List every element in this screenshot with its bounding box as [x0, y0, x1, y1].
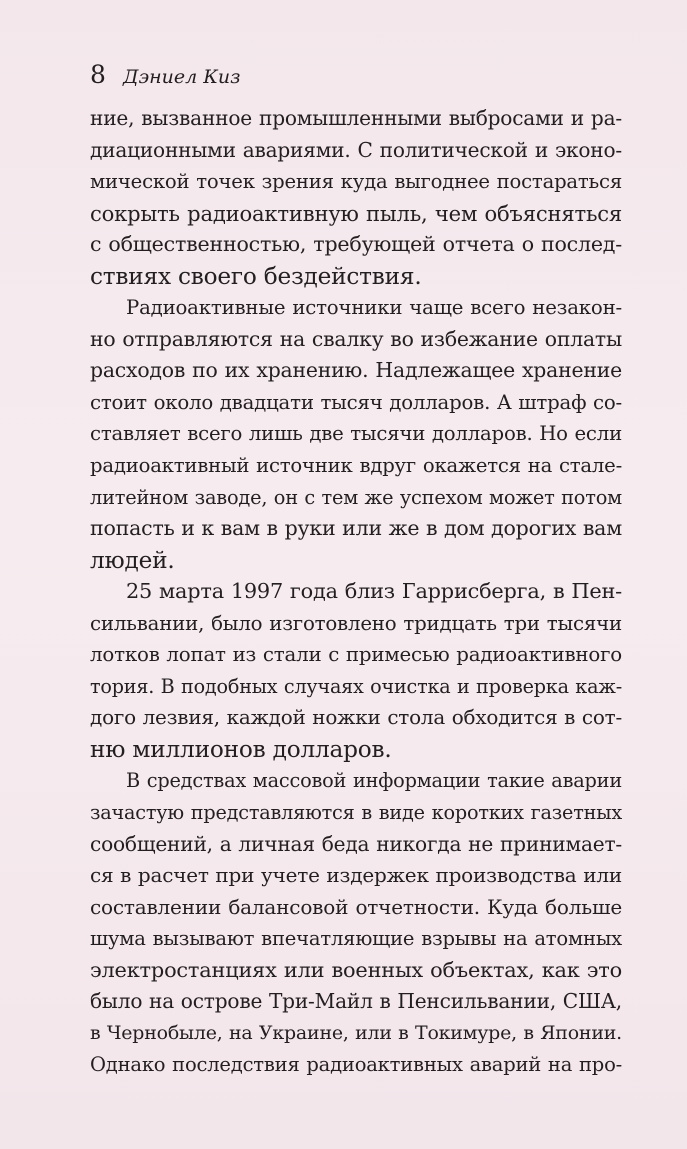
text-line: ню миллионов долларов.	[90, 735, 392, 763]
text-line: лотков лопат из стали с примесью радиоактивного	[90, 643, 622, 667]
text-line: с общественностью, требующей отчета о послед-	[90, 232, 622, 257]
page-header	[90, 58, 241, 92]
text-line: тория. В подобных случаях очистка и проверка каж-	[90, 674, 622, 698]
text-line: составлении балансовой отчетности. Куда больше	[90, 894, 622, 919]
text-line: ствиях своего бездействия.	[90, 262, 422, 290]
text-line: радиоактивный источник вдруг окажется на стале-	[90, 454, 622, 478]
page-number: 8	[90, 60, 106, 89]
text-line: в Чернобыле, на Украине, или в Токимуре, в Японии.	[90, 1021, 622, 1044]
text-line: сильвании, было изготовлено тридцать три тысячи	[90, 611, 622, 635]
text-line: шума вызывают впечатляющие взрывы на атомных	[90, 927, 622, 951]
text-line: было на острове Три-Майл в Пенсильвании, США,	[90, 989, 622, 1014]
text-line: людей.	[90, 546, 175, 574]
text-line: диационными авариями. С политической и эконо-	[90, 137, 622, 162]
text-line: сообщений, а личная беда никогда не принимает-	[90, 831, 622, 856]
text-line: литейном заводе, он с тем же успехом может потом	[90, 485, 622, 509]
text-line: Однако последствия радиоактивных аварий на про-	[90, 1053, 622, 1077]
text-line: но отправляются на свалку во избежание оплаты	[90, 326, 622, 351]
text-line-paragraph-start: 25 марта 1997 года близ Гаррисберга, в Пен-	[126, 579, 622, 604]
text-line: ставляет всего лишь две тысячи долларов. Но если	[90, 422, 622, 446]
text-line: зачастую представляются в виде коротких газетных	[90, 801, 622, 825]
text-line: электростанциях или военных объектах, как это	[90, 957, 622, 982]
text-line: ние, вызванное промышленными выбросами и ра-	[90, 106, 622, 130]
text-line: попасть и к вам в руки или же в дом дорогих вам	[90, 516, 622, 541]
text-line: мической точек зрения куда выгоднее постараться	[90, 170, 622, 194]
text-line: ся в расчет при учете издержек производства или	[90, 863, 622, 888]
text-line: сокрыть радиоактивную пыль, чем объясняться	[90, 200, 622, 226]
text-line-paragraph-start: В средствах массовой информации такие аварии	[126, 769, 622, 793]
running-head-author: Дэниел Киз	[123, 66, 241, 88]
text-line: дого лезвия, каждой ножки стола обходится в сот-	[90, 706, 622, 730]
text-line: расходов по их хранению. Надлежащее хранение	[90, 358, 622, 383]
body-text	[90, 103, 622, 1081]
text-line: стоит около двадцати тысяч долларов. А штраф со-	[90, 390, 622, 414]
text-line-paragraph-start: Радиоактивные источники чаще всего незакон-	[126, 296, 622, 320]
